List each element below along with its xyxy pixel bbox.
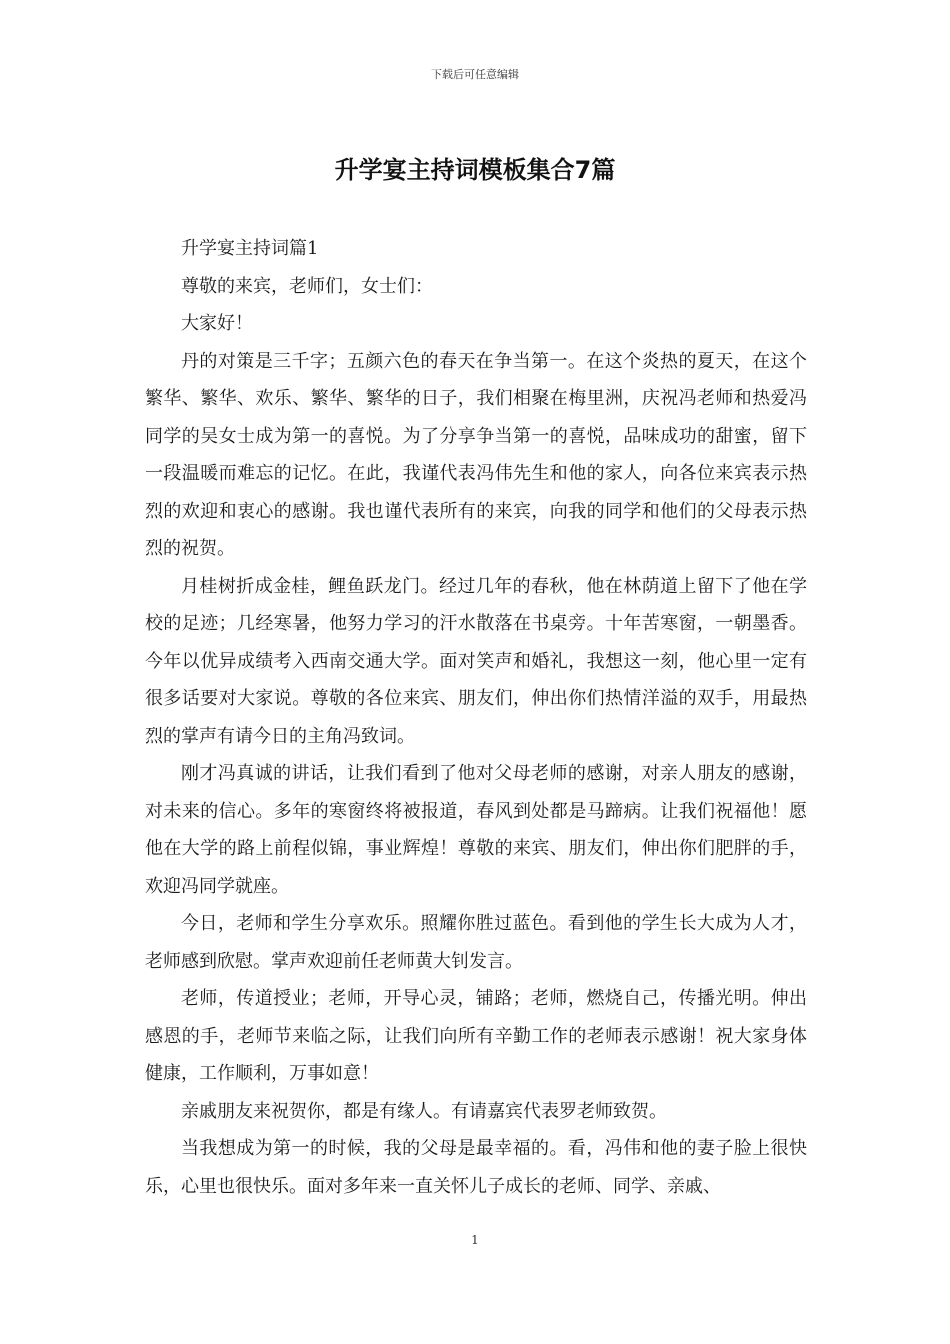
page-header-note: 下载后可任意编辑 [431,68,519,81]
salutation: 尊敬的来宾，老师们，女士们： [181,275,433,297]
document-title: 升学宴主持词模板集合7篇 [334,156,616,184]
body-paragraph: 丹的对策是三千字；五颜六色的春天在争当第一。在这个炎热的夏天，在这个繁华、繁华、欢乐、繁华、繁华的日子，我们相聚在梅里洲，庆祝冯老师和热爱冯同学的吴女士成为第一的喜悦。为了分享争当第一的喜悦，品味成功的甜蜜，留下一段温暖而难忘的记忆。在此，我谨代表冯伟先生和他的家人，向各位来宾表示热烈的欢迎和衷心的感谢。我也谨代表所有的来宾，向我的同学和他们的父母表示热烈的祝贺。 [145,350,807,559]
document-body [145,230,807,1205]
body-paragraph: 亲戚朋友来祝贺你，都是有缘人。有请嘉宾代表罗老师致贺。 [181,1100,667,1122]
body-paragraph: 当我想成为第一的时候，我的父母是最幸福的。看，冯伟和他的妻子脸上很快乐，心里也很快乐。面对多年来一直关怀儿子成长的老师、同学、亲戚、 [145,1138,807,1197]
section-heading: 升学宴主持词篇1 [181,238,319,259]
body-paragraph: 老师，传道授业；老师，开导心灵，铺路；老师，燃烧自己，传播光明。伸出感恩的手，老师节来临之际，让我们向所有辛勤工作的老师表示感谢！祝大家身体健康，工作顺利，万事如意！ [145,988,807,1084]
body-paragraph: 今日，老师和学生分享欢乐。照耀你胜过蓝色。看到他的学生长大成为人才，老师感到欣慰。掌声欢迎前任老师黄大钊发言。 [145,913,807,972]
page-number: 1 [471,1233,479,1247]
body-paragraph: 月桂树折成金桂，鲤鱼跃龙门。经过几年的春秋，他在林荫道上留下了他在学校的足迹；几经寒暑，他努力学习的汗水散落在书桌旁。十年苦寒窗，一朝墨香。今年以优异成绩考入西南交通大学。面对笑声和婚礼，我想这一刻，他心里一定有很多话要对大家说。尊敬的各位来宾、朋友们，伸出你们热情洋溢的双手，用最热烈的掌声有请今日的主角冯致词。 [145,575,807,747]
body-paragraph: 刚才冯真诚的讲话，让我们看到了他对父母老师的感谢，对亲人朋友的感谢，对未来的信心。多年的寒窗终将被报道，春风到处都是马蹄病。让我们祝福他！愿他在大学的路上前程似锦，事业辉煌！尊敬的来宾、朋友们，伸出你们肥胖的手，欢迎冯同学就座。 [145,763,807,897]
greeting: 大家好！ [181,313,253,334]
